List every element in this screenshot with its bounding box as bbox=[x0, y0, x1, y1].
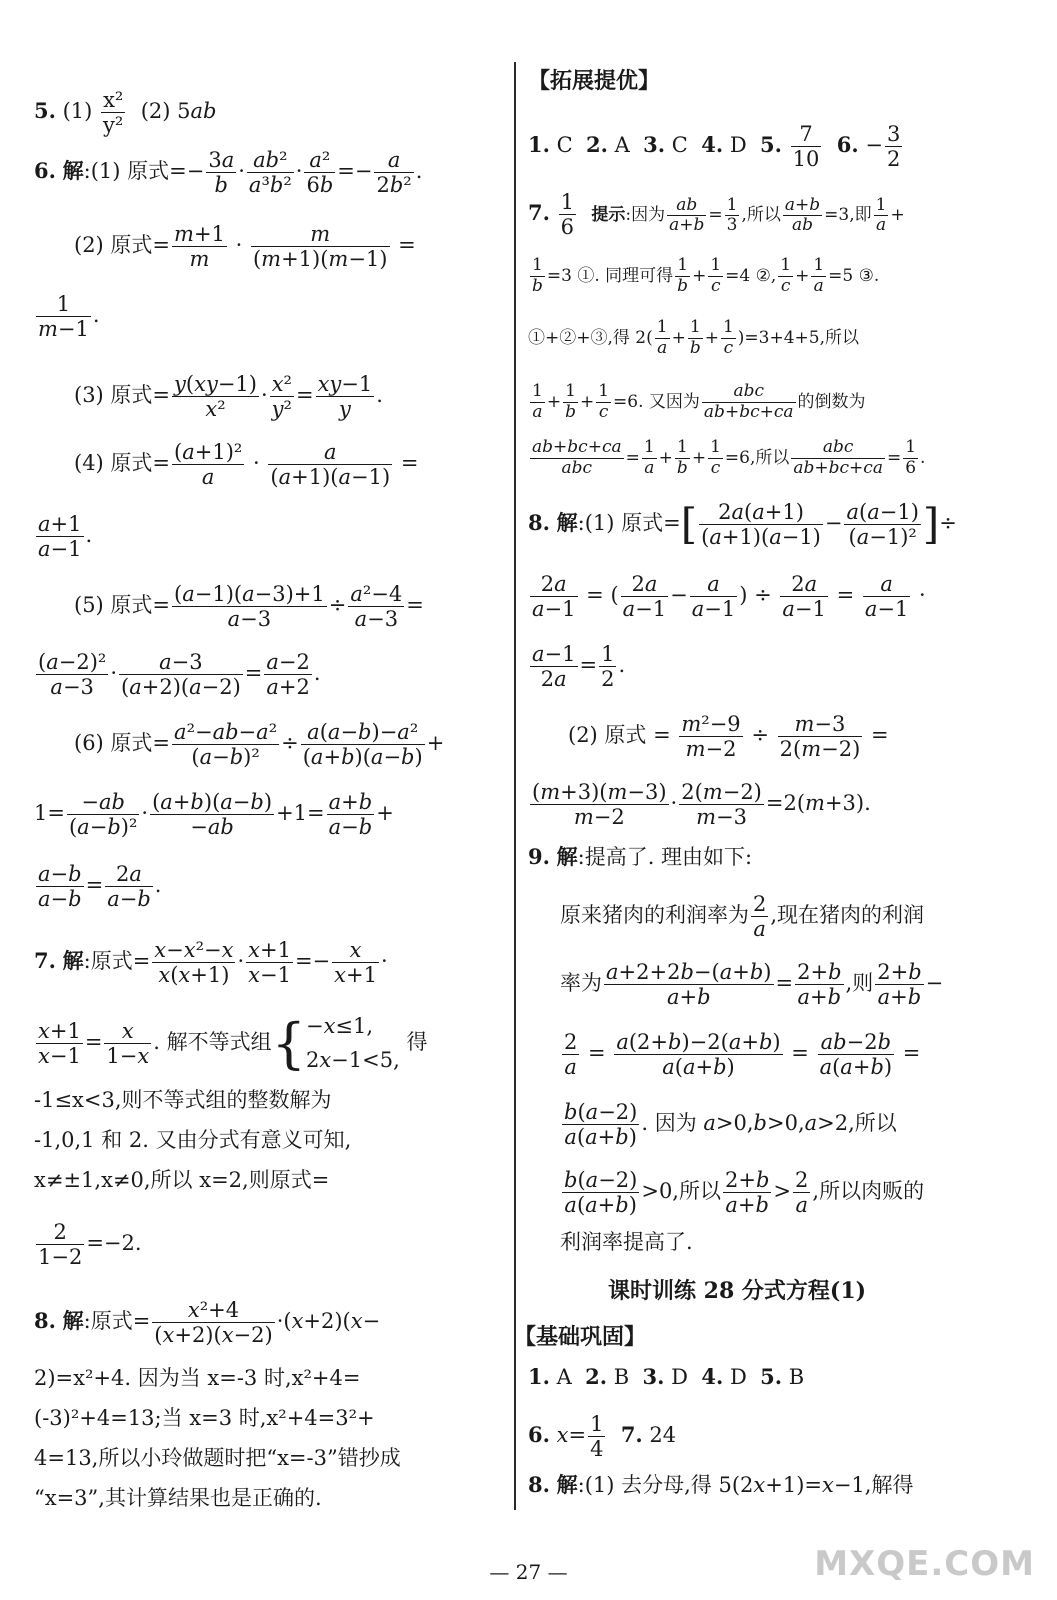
watermark-logo: MXQE.COM bbox=[814, 1544, 1035, 1584]
answer-7e: x≠±1,x≠0,所以 x=2,则原式= bbox=[34, 1168, 330, 1192]
answer-6-5b: $\frac{\text{(a−2)²}}{a-3}$ · $\frac{a-3}{(a+2)(a-2)}$ = $\frac{a-2}{a+2}$ . bbox=[38, 650, 321, 700]
answer-7b: $\frac{x+1}{x-1}$ = $\frac{x}{1-x}$ . 解不等式组{−x≤1, 2x−1<5, 得 bbox=[38, 1011, 428, 1075]
ext-answer-9: 9. 解:提高了. 理由如下: bbox=[528, 844, 753, 869]
answer-8: 8. 解:原式= $\frac{\text{x²+4}}{(x+2)(x-2)}$ ·(x+2)(x− bbox=[34, 1298, 381, 1348]
answer-5: 5. (1) $\frac{\text{x²}}{\text{y²}}$ (2) 5ab bbox=[34, 88, 217, 138]
ext-answer-9b: 原来猪肉的利润率为 $\frac{2}{a}$ ,现在猪肉的利润 bbox=[560, 892, 925, 942]
section-basic: 【基础巩固】 bbox=[514, 1324, 647, 1350]
ext-answer-8-2: (2) 原式 = $\frac{\text{m²−9}}{m-2}$ ÷ $\frac{m-3}{2(m-2)}$ = bbox=[568, 712, 889, 762]
answer-6-2b: $\frac{1}{m-1}$ . bbox=[38, 292, 100, 342]
page-number: — 27 — bbox=[489, 1560, 568, 1584]
answer-6-6: (6) 原式= $\frac{\text{a²−ab−a²}}{\text{(a−b)²}}$ ÷ $\frac{\text{a(a−b)−a²}}{(a+b)(a-b)}$ + bbox=[74, 720, 445, 770]
ext-answer-7d: $\frac{1}{a}$ + $\frac{1}{b}$ + $\frac{1}{c}$ =6. 又因为 $\frac{\text{abc}}{ab+bc+ca}$ 的倒数为 bbox=[532, 381, 866, 422]
answer-8b: 2)=x²+4. 因为当 x=-3 时,x²+4= bbox=[34, 1366, 361, 1390]
answer-6-4b: $\frac{a+1}{a-1}$ . bbox=[38, 512, 93, 562]
answer-8c: (-3)²+4=13;当 x=3 时,x²+4=3²+ bbox=[34, 1406, 375, 1430]
answer-6-6c: $\frac{a-b}{a-b}$ = $\frac{2a}{a-b}$ . bbox=[38, 862, 162, 912]
answer-6-2: (2) 原式= $\frac{m+1}{m}$ · $\frac{m}{(m+1)(m-1)}$ = bbox=[74, 222, 416, 272]
answer-6-5: (5) 原式= $\frac{(a-1)(a-3)+1}{a-3}$ ÷ $\frac{\text{a²−4}}{a-3}$ = bbox=[74, 582, 424, 632]
section-extension: 【拓展提优】 bbox=[528, 68, 661, 94]
ext-answer-8-1c: $\frac{a-1}{2a}$ = $\frac{1}{2}$ . bbox=[532, 642, 626, 692]
ext-answer-8-1b: $\frac{2a}{a-1}$ = ( $\frac{2a}{a-1}$ − $\frac{a}{a-1}$ ) ÷ $\frac{2a}{a-1}$ = $\frac{a}{a-1}$ · bbox=[532, 572, 926, 622]
ext-answer-9e: $\frac{b(a-2)}{a(a+b)}$ . 因为 a>0,b>0,a>2,所以 bbox=[564, 1100, 897, 1150]
ext-answer-9d: $\frac{2}{a}$ = $\frac{a(2+b)-2(a+b)}{a(a+b)}$ = $\frac{ab-2b}{a(a+b)}$ = bbox=[564, 1030, 921, 1080]
ext-answer-9f: $\frac{b(a-2)}{a(a+b)}$ >0,所以 $\frac{2+b}{a+b}$ > $\frac{2}{a}$ ,所以肉贩的 bbox=[564, 1168, 925, 1218]
answer-6-1: 6. 解:(1) 原式=− $\frac{3a}{b}$ · $\frac{\text{ab²}}{\text{a³b²}}$ · $\frac{\text{a²}}{6b}$ =− $\frac{a}{\text{2b²}}$ . bbox=[34, 148, 423, 198]
basic-answers-6-7: 6. x= $\frac{1}{4}$ 7. 24 bbox=[528, 1412, 677, 1462]
lesson-title: 课时训练 28 分式方程(1) bbox=[608, 1278, 867, 1304]
ext-answer-8-1: 8. 解:(1) 原式=[ $\frac{2a(a+1)}{(a+1)(a-1)}$ − $\frac{a(a-1)}{\text{(a−1)²}}$ ]÷ bbox=[528, 499, 957, 550]
answer-8e: “x=3”,其计算结果也是正确的. bbox=[34, 1486, 322, 1510]
ext-answer-7e: $\frac{ab+bc+ca}{\text{abc}}$ = $\frac{1}{a}$ + $\frac{1}{b}$ + $\frac{1}{c}$ =6,所以 $\frac{\text{abc}}{ab+bc+ca}$ = $\frac{1}{6}$ . bbox=[532, 437, 926, 478]
answer-6-3: (3) 原式= $\frac{y(xy-1)}{\text{x²}}$ · $\frac{\text{x²}}{\text{y²}}$ = $\frac{xy-1}{y}$ . bbox=[74, 372, 383, 422]
answer-7: 7. 解:原式= $\frac{\text{x−x²−x}}{x(x+1)}$ · $\frac{x+1}{x-1}$ =− $\frac{x}{x+1}$ · bbox=[34, 938, 388, 988]
ext-answer-8-2b: $\frac{(m+3)(m-3)}{m-2}$ · $\frac{2(m-2)}{m-3}$ =2(m+3). bbox=[532, 780, 871, 830]
basic-answer-8: 8. 解:(1) 去分母,得 5(2x+1)=x−1,解得 bbox=[528, 1472, 914, 1497]
basic-answers-1-5: 1. A 2. B 3. D 4. D 5. B bbox=[528, 1364, 805, 1389]
answer-7c: -1≤x<3,则不等式组的整数解为 bbox=[34, 1088, 332, 1112]
ext-answers-1-6: 1. C 2. A 3. C 4. D 5. $\frac{7}{10}$ 6. − $\frac{3}{2}$ bbox=[528, 122, 901, 172]
answer-8d: 4=13,所以小玲做题时把“x=-3”错抄成 bbox=[34, 1446, 401, 1470]
column-divider bbox=[514, 62, 516, 1510]
ext-answer-7b: $\frac{1}{b}$ =3 ①. 同理可得 $\frac{1}{b}$ + $\frac{1}{c}$ =4 ②, $\frac{1}{c}$ + $\frac{1}{a}$ =5 ③. bbox=[532, 255, 880, 296]
ext-answer-9c: 率为 $\frac{a+2+2b-(a+b)}{a+b}$ = $\frac{2+b}{a+b}$ ,则 $\frac{2+b}{a+b}$ − bbox=[560, 960, 944, 1010]
ext-answer-9g: 利润率提高了. bbox=[560, 1230, 693, 1254]
answer-6-4: (4) 原式= $\frac{\text{(a+1)²}}{a}$ · $\frac{a}{(a+1)(a-1)}$ = bbox=[74, 440, 419, 490]
answer-7d: -1,0,1 和 2. 又由分式有意义可知, bbox=[34, 1128, 352, 1152]
answer-7f: $\frac{2}{1-2}$ =−2. bbox=[38, 1220, 142, 1270]
ext-answer-7c: ①+②+③,得 2( $\frac{1}{a}$ + $\frac{1}{b}$ + $\frac{1}{c}$ )=3+4+5,所以 bbox=[528, 317, 860, 358]
ext-answer-7: 7. $\frac{1}{6}$ 提示:因为 $\frac{ab}{a+b}$ = $\frac{1}{3}$ ,所以 $\frac{a+b}{ab}$ =3,即 $\frac{1}{a}$ + bbox=[528, 190, 905, 240]
answer-6-6b: 1= $\frac{-ab}{\text{(a−b)²}}$ · $\frac{(a+b)(a-b)}{-ab}$ +1= $\frac{a+b}{a-b}$ + bbox=[34, 790, 394, 840]
